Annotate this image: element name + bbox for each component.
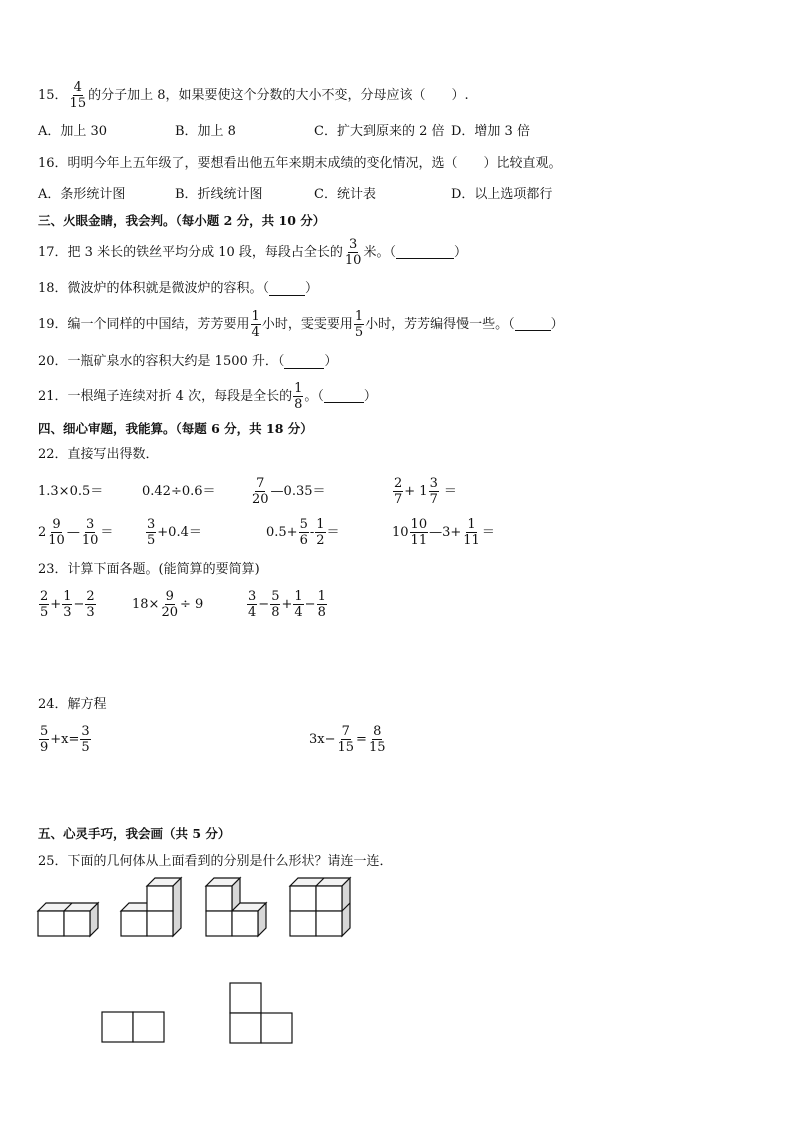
q16-option-d: D．以上选项都行 bbox=[451, 187, 553, 202]
q22-expr-2: 0.42÷0.6＝ bbox=[142, 484, 216, 499]
question-21: 21．一根绳子连续对折 4 次，每段是全长的 $\frac{1}{8}$ 。（ ） bbox=[38, 381, 377, 412]
answer-blank[interactable] bbox=[284, 356, 324, 369]
question-23-title: 23．计算下面各题。(能简算的要简算) bbox=[38, 562, 260, 577]
q23-expr-3: $\frac{3}{4}$ − $\frac{5}{8}$ + $\frac{1}{4}$ − $\frac{1}{8}$ bbox=[248, 589, 326, 620]
top-view-l-shape[interactable] bbox=[229, 982, 295, 1045]
q24-equation-1: $\frac{5}{9}$ +x= $\frac{3}{5}$ bbox=[40, 724, 90, 755]
q15-option-b: B．加上 8 bbox=[175, 124, 236, 139]
q23-expr-2: 18× $\frac{9}{20}$ ÷ 9 bbox=[132, 589, 204, 620]
solid-three-cubes-b[interactable] bbox=[206, 876, 270, 940]
fraction: $\frac{1}{8}$ bbox=[294, 381, 303, 412]
q16-option-c: C．统计表 bbox=[314, 187, 376, 202]
q16-option-b: B．折线统计图 bbox=[175, 187, 263, 202]
top-view-two-squares[interactable] bbox=[101, 1011, 167, 1045]
question-15: 15． $\frac{4}{15}$ 的分子加上 8，如果要使这个分数的大小不变，分母应该（ ）. bbox=[38, 80, 469, 111]
q22-expr-5: 2 $\frac{9}{10}$ — $\frac{3}{10}$ ＝ bbox=[38, 517, 114, 548]
q23-expr-1: $\frac{2}{5}$ + $\frac{1}{3}$ − $\frac{2}{3}$ bbox=[40, 589, 95, 620]
section-5-heading: 五、心灵手巧，我会画（共 5 分） bbox=[38, 826, 231, 841]
q22-expr-1: 1.3×0.5＝ bbox=[38, 484, 104, 499]
solid-two-cubes[interactable] bbox=[38, 900, 100, 940]
answer-blank[interactable] bbox=[396, 246, 454, 259]
section-4-heading: 四、细心审题，我能算。（每题 6 分，共 18 分） bbox=[38, 421, 313, 436]
question-20: 20．一瓶矿泉水的容积大约是 1500 升．（ ） bbox=[38, 354, 338, 369]
q22-expr-7: 0.5+ $\frac{5}{6}$ - $\frac{1}{2}$ ＝ bbox=[266, 517, 340, 548]
question-17: 17．把 3 米长的铁丝平均分成 10 段，每段占全长的 $\frac{3}{10}$ 米。（ ） bbox=[38, 237, 467, 268]
question-19: 19．编一个同样的中国结，芳芳要用 $\frac{1}{4}$ 小时，雯雯要用 $\frac{1}{5}$ 小时，芳芳编得慢一些。（ ） bbox=[38, 309, 564, 340]
fraction: $\frac{1}{4}$ bbox=[251, 309, 260, 340]
q22-expr-4: $\frac{2}{7}$ + 1 $\frac{3}{7}$ ＝ bbox=[394, 476, 457, 507]
answer-blank[interactable] bbox=[324, 390, 364, 403]
solid-three-cubes-a[interactable] bbox=[121, 876, 185, 940]
q24-equation-2: 3x− $\frac{7}{15}$ = $\frac{8}{15}$ bbox=[309, 724, 386, 755]
fraction: $\frac{4}{15}$ bbox=[69, 80, 87, 111]
section-3-heading: 三、火眼金睛，我会判。（每小题 2 分，共 10 分） bbox=[38, 213, 326, 228]
question-16: 16．明明今年上五年级了，要想看出他五年来期末成绩的变化情况，选（ ）比较直观。 bbox=[38, 156, 562, 171]
solid-four-cubes[interactable] bbox=[290, 876, 352, 940]
question-18: 18．微波炉的体积就是微波炉的容积。（ ） bbox=[38, 281, 319, 296]
q16-option-a: A．条形统计图 bbox=[38, 187, 126, 202]
question-22-title: 22．直接写出得数． bbox=[38, 447, 159, 462]
fraction: $\frac{1}{5}$ bbox=[354, 309, 364, 340]
question-24-title: 24．解方程 bbox=[38, 697, 107, 712]
q15-option-c: C．扩大到原来的 2 倍 bbox=[314, 124, 445, 139]
q22-expr-3: $\frac{7}{20}$ —0.35＝ bbox=[252, 476, 326, 507]
q22-expr-6: $\frac{3}{5}$ +0.4＝ bbox=[147, 517, 202, 548]
answer-blank[interactable] bbox=[269, 283, 305, 296]
q22-expr-8: 10 $\frac{10}{11}$ —3+ $\frac{1}{11}$ ＝ bbox=[392, 517, 495, 548]
answer-blank[interactable] bbox=[515, 318, 551, 331]
q15-option-a: A．加上 30 bbox=[38, 124, 108, 139]
fraction: $\frac{3}{10}$ bbox=[344, 237, 362, 268]
q15-option-d: D．增加 3 倍 bbox=[451, 124, 530, 139]
question-25-title: 25．下面的几何体从上面看到的分别是什么形状？请连一连． bbox=[38, 854, 393, 869]
